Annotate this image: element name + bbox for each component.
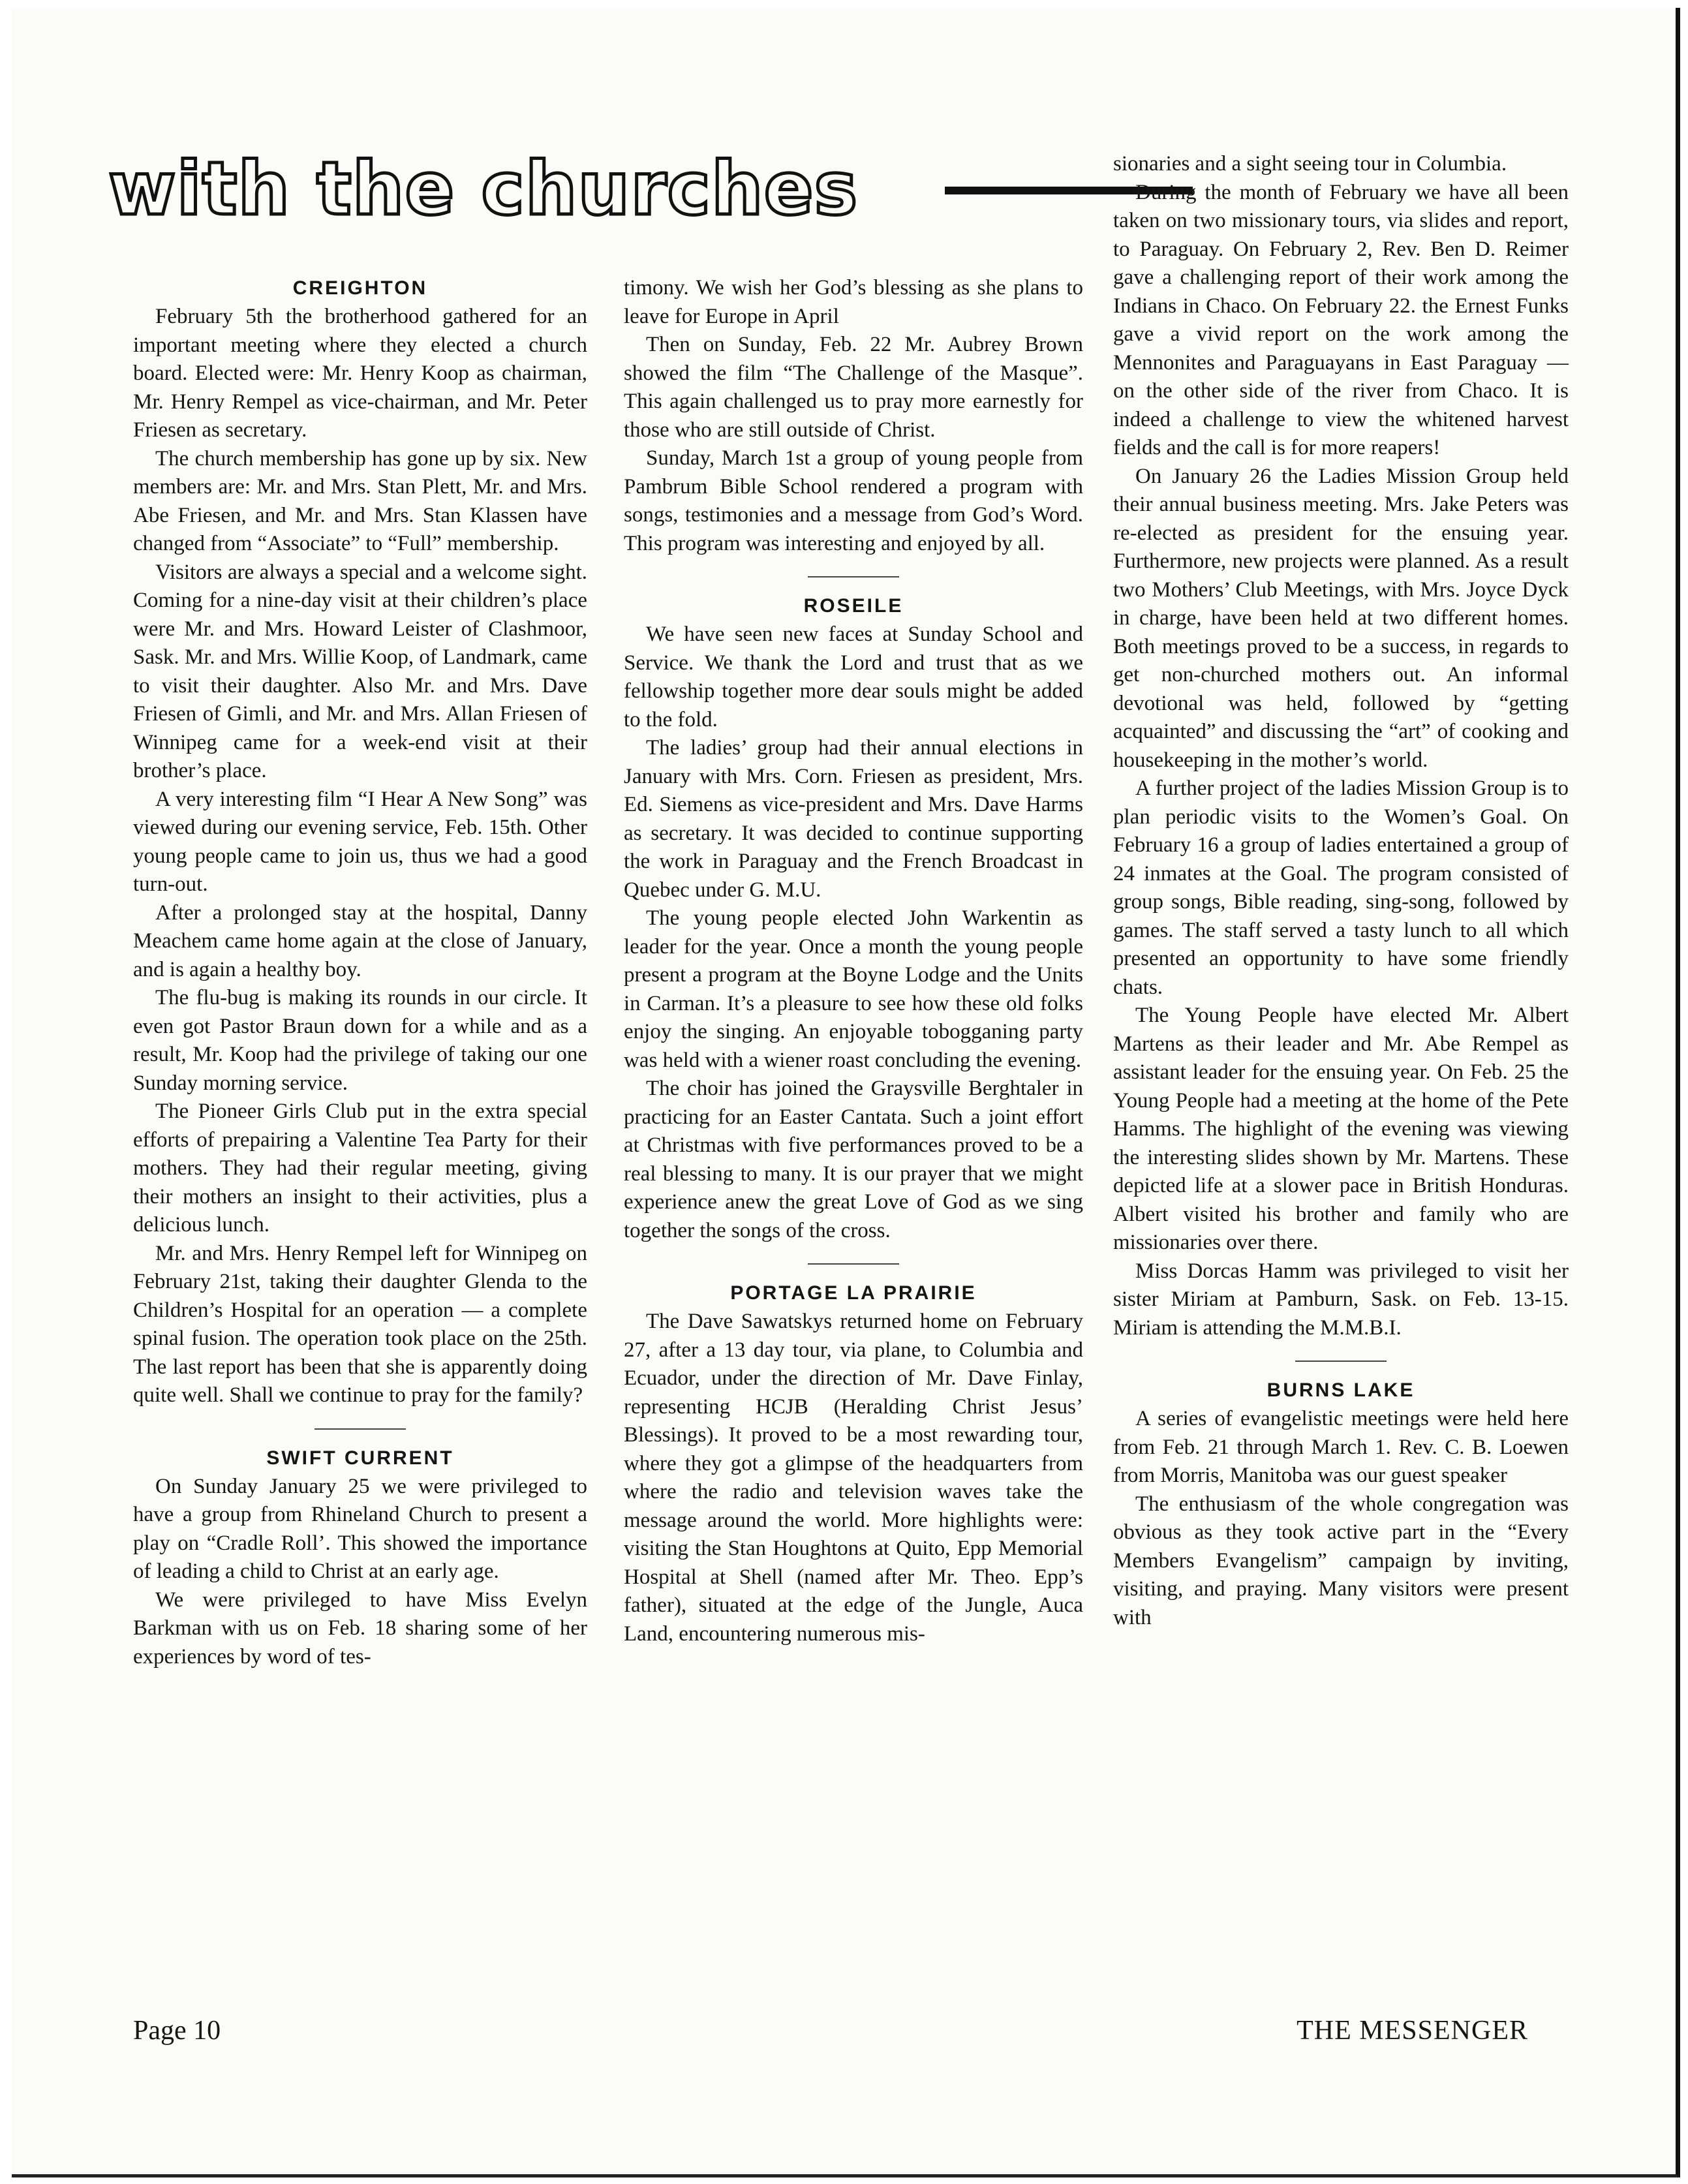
paragraph: The Pioneer Girls Club put in the extra special efforts of prepairing a Valentine Tea Party for their mothers. They had their regular meeting, giving their mothers an insight to their activities, plus a delicious lunch. [133, 1100, 587, 1237]
paragraph: Then on Sunday, Feb. 22 Mr. Aubrey Brown showed the film “The Challenge of the Masque”. This again challenged us to pray more earnestly for those who are still outside of Christ. [624, 333, 1083, 442]
paragraph: The enthusiasm of the whole congregation was obvious as they took active part in the “Every Members Evangelism” campaign by inviting, visiting, and praying. Many visitors were present with [1113, 1492, 1569, 1629]
section-heading-creighton: CREIGHTON [292, 277, 428, 299]
column-2 [624, 274, 1083, 1648]
section-heading-burns-lake: BURNS LAKE [1266, 1379, 1415, 1401]
paragraph: During the month of February we have all been taken on two missionary tours, via slides and report, to Paraguay. On February 2, Rev. Ben D. Reimer gave a challenging report of their work among the Indians in Chaco. On February 22. the Ernest Funks gave a vivid report on the work among the Mennonites and Paraguayans in East Paraguay — on the other side of the river from Chaco. It is indeed a challenge to view the whitened harvest fields and the call is for more reapers! [1113, 180, 1569, 459]
paragraph: Mr. and Mrs. Henry Rempel left for Winnipeg on February 21st, taking their daughter Glenda to the Children’s Hospital for an operation — a complete spinal fusion. The operation took place on the 25th. The last report has been that she is apparently doing quite well. Shall we continue to pray for the family? [133, 1241, 587, 1407]
page [12, 8, 1680, 2177]
paragraph: We have seen new faces at Sunday School and Service. We thank the Lord and trust that as we fellowship together more dear souls might be added to the fold. [624, 623, 1083, 731]
paragraph: The church membership has gone up by six. New members are: Mr. and Mrs. Stan Plett, Mr. and Mrs. Abe Friesen, and Mr. and Mrs. Stan Klassen have changed from “Associate” to “Full” membership. [133, 446, 587, 555]
paragraph: On Sunday January 25 we were privileged to have a group from Rhineland Church to present a play on “Cradle Roll’. This showed the importance of leading a child to Christ at an early age. [133, 1474, 587, 1583]
page-number: Page 10 [133, 2016, 221, 2046]
paragraph: A series of evangelistic meetings were held here from Feb. 21 through March 1. Rev. C. B. Loewen from Morris, Manitoba was our guest speaker [1113, 1407, 1569, 1487]
section-heading-roseile: ROSEILE [803, 595, 904, 617]
paragraph-continued: timony. We wish her God’s blessing as she plans to leave for Europe in April [624, 276, 1083, 328]
section-divider [1295, 1361, 1387, 1362]
section-divider [315, 1428, 406, 1430]
column-3 [1113, 150, 1569, 1632]
paragraph: After a prolonged stay at the hospital, Danny Meachem came home again at the close of January, and is again a healthy boy. [133, 900, 587, 981]
section-heading-swift-current: SWIFT CURRENT [266, 1447, 454, 1469]
masthead [108, 147, 1100, 232]
paragraph: Miss Dorcas Hamm was privileged to visit her sister Miriam at Pamburn, Sask. on Feb. 13-15. Miriam is attending the M.M.B.I. [1113, 1259, 1569, 1340]
section-divider [808, 576, 899, 577]
paragraph: A very interesting film “I Hear A New Song” was viewed during our evening service, Feb. 15th. Other young people came to join us, thus we had a good turn-out. [133, 787, 587, 896]
masthead-title: with the churches [108, 147, 859, 232]
section-heading-portage: PORTAGE LA PRAIRIE [730, 1282, 977, 1304]
paragraph: The young people elected John Warkentin as leader for the year. Once a month the young people present a program at the Boyne Lodge and the Units in Carman. It’s a pleasure to see how these old folks enjoy the singing. An enjoyable tobogganing party was held with a wiener roast concluding the evening. [624, 906, 1083, 1072]
publication-name: THE MESSENGER [1297, 2016, 1528, 2046]
column-1 [133, 274, 587, 1671]
paragraph: Sunday, March 1st a group of young people from Pambrum Bible School rendered a program with songs, testimonies and a message from God’s Word. This program was interesting and enjoyed by all. [624, 446, 1083, 555]
paragraph: Visitors are always a special and a welcome sight. Coming for a nine-day visit at their children’s place were Mr. and Mrs. Howard Leister of Clashmoor, Sask. Mr. and Mrs. Willie Koop, of Landmark, came to visit their daughter. Also Mr. and Mrs. Dave Friesen of Gimli, and Mr. and Mrs. Allan Friesen of Winnipeg came for a week-end visit at their brother’s place. [133, 560, 587, 782]
section-divider [808, 1263, 899, 1265]
paragraph: The ladies’ group had their annual elections in January with Mrs. Corn. Friesen as president, Mrs. Ed. Siemens as vice-president and Mrs. Dave Harms as secretary. It was decided to continue supporting the work in Paraguay and the French Broadcast in Quebec under G. M.U. [624, 736, 1083, 902]
paragraph-continued: sionaries and a sight seeing tour in Columbia. [1113, 152, 1507, 176]
paragraph: The choir has joined the Graysville Berghtaler in practicing for an Easter Cantata. Such a joint effort at Christmas with five performances proved to be a real blessing to many. It is our prayer that we might experience anew the great Love of God as we sing together the songs of the cross. [624, 1077, 1083, 1242]
paragraph: The Young People have elected Mr. Albert Martens as their leader and Mr. Abe Rempel as assistant leader for the ensuing year. On Feb. 25 the Young People had a meeting at the home of the Pete Hamms. The highlight of the evening was viewing the interesting slides shown by Mr. Martens. These depicted life at a slower pace in British Honduras. Albert visited his brother and family who are missionaries over there. [1113, 1004, 1569, 1254]
paragraph: A further project of the ladies Mission Group is to plan periodic visits to the Women’s Goal. On February 16 a group of ladies entertained a group of 24 inmates at the Goal. The program consisted of group songs, Bible reading, sing-song, followed by games. The staff served a tasty lunch to all which presented an opportunity to have some friendly chats. [1113, 777, 1569, 999]
paragraph: The flu-bug is making its rounds in our circle. It even got Pastor Braun down for a while and as a result, Mr. Koop had the privilege of taking our one Sunday morning service. [133, 986, 587, 1095]
paragraph: February 5th the brotherhood gathered for an important meeting where they elected a church board. Elected were: Mr. Henry Koop as chairman, Mr. Henry Rempel as vice-chairman, and Mr. Peter Friesen as secretary. [133, 305, 587, 442]
paragraph: We were privileged to have Miss Evelyn Barkman with us on Feb. 18 sharing some of her experiences by word of tes- [133, 1588, 587, 1669]
paragraph: On January 26 the Ladies Mission Group held their annual business meeting. Mrs. Jake Peters was re-elected as president for the ensuing year. Furthermore, new projects were planned. As a result two Mothers’ Club Meetings, with Mrs. Joyce Dyck in charge, have been held at two different homes. Both meetings proved to be a success, in regards to get non-churched mothers out. An informal devotional was held, followed by “getting acquainted” and discussing the “art” of cooking and housekeeping in the mother’s world. [1113, 464, 1569, 772]
paragraph: The Dave Sawatskys returned home on February 27, after a 13 day tour, via plane, to Columbia and Ecuador, under the direction of Mr. Dave Finlay, representing HCJB (Heralding Christ Jesus’ Blessings). It proved to be a most rewarding tour, where they got a glimpse of the headquarters from where the radio and television waves take the message around the world. More highlights were: visiting the Stan Houghtons at Quito, Epp Memorial Hospital at Shell (named after Mr. Theo. Epp’s father), situated at the edge of the Jungle, Auca Land, encountering numerous mis- [624, 1310, 1083, 1646]
